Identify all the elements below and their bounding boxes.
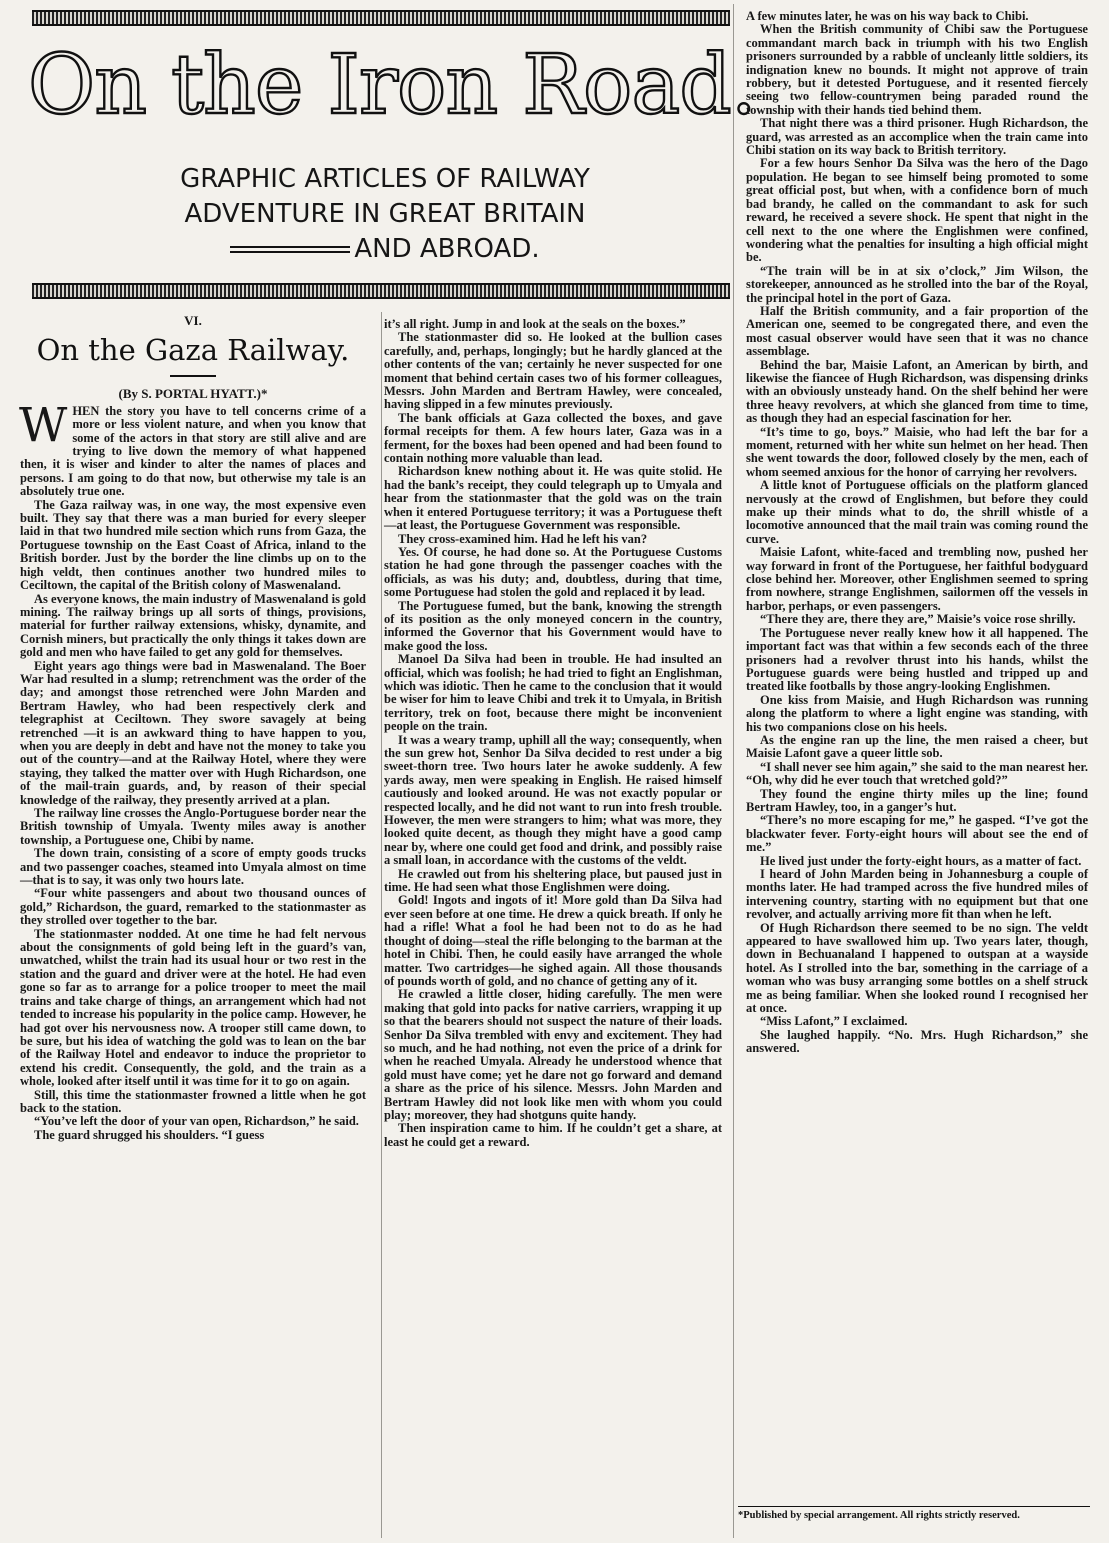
paragraph: “There they are, there they are,” Maisie’s voice rose shrilly. xyxy=(760,612,1076,627)
paragraph: Gold! Ingots and ingots of it! More gold than Da Silva had ever seen before at one time. He drew a quick breath. If only he had a rifle! What a fool he had been not to do as he had thought of doing—steal the rifle belonging to the barman at the hotel in Chibi. Then, he could easily have arranged the whole matter. Two cartridges—he sighed again. All those thousands of pounds worth of gold, and no chance of getting any of it. xyxy=(384,893,722,988)
section-number: VI. xyxy=(184,313,202,328)
paragraph: They found the engine thirty miles up the line; found Bertram Hawley, too, in a ganger’s hut. xyxy=(746,786,1088,814)
paragraph: A little knot of Portuguese officials on the platform glanced nervously at the crowd of Englishmen, but before they could make up their minds what to do, the shrill whistle of a locomotive announced that the mail train was coming round the curve. xyxy=(746,478,1088,546)
paragraph: He crawled a little closer, hiding carefully. The men were making that gold into packs for native carriers, wrapping it up so that the bearers should not suspect the nature of their loads. Senhor Da Silva trembled with envy and excitement. They had so much, and he had nothing, not even the price of a drink for when he reached Umyala. Already he understood whence that gold must have come; yet he dare not go forward and demand a share as the price of his silence. Messrs. John Marden and Bertram Hawley did not look like men with whom you could play; moreover, they had shotguns quite handy. xyxy=(384,987,722,1122)
paragraph: Richardson knew nothing about it. He was quite stolid. He had the bank’s receipt, they could telegraph up to Umyala and hear from the stationmaster that the gold was on the train when it entered Portuguese territory; it was a Portuguese theft—at least, the Portuguese Government was responsible. xyxy=(384,464,722,533)
paragraph: One kiss from Maisie, and Hugh Richardson was running along the platform to where a light engine was standing, with his two companions close on his heels. xyxy=(746,692,1088,734)
paragraph: The Gaza railway was, in one way, the most expensive even built. They say that there was a man buried for every sleeper laid in that two hundred mile section which runs from Gaza, the Portuguese township on the East Coast of Africa, inland to the British border. Just by the border the line climbs up on to the high veldt, then continues another two hundred miles to Ceciltown, the capital of the British colony of Maswenaland. xyxy=(20,497,366,593)
column-divider-1 xyxy=(381,312,382,1538)
paragraph: They cross-examined him. Had he left his van? xyxy=(398,531,648,546)
footnote: *Published by special arrangement. All rights strictly reserved. xyxy=(738,1506,1090,1522)
bottom-ornamental-rule xyxy=(32,283,730,299)
paragraph: “It’s time to go, boys.” Maisie, who had left the bar for a moment, returned with her white sun helmet on her head. Then she went towards the door, followed closely by the men, each of whom seemed anxious for the honor of carrying her revolvers. xyxy=(746,424,1088,479)
article-column-3 xyxy=(746,10,1088,1056)
paragraph: That night there was a third prisoner. Hugh Richardson, the guard, was arrested as an accomplice when the train came into Chibi station on its way back to British territory. xyxy=(746,116,1088,158)
paragraph: “The train will be in at six o’clock,” Jim Wilson, the storekeeper, announced as he strolled into the bar of the Royal, the principal hotel in the port of Gaza. xyxy=(746,263,1088,305)
column-divider-2 xyxy=(733,4,734,1538)
paragraph: WHEN the story you have to tell concerns crime of a more or less violent nature, and when you know that some of the actors in that story are still alive and are trying to live down the memory of what happened then, it is wiser and kinder to alter the names of places and persons. I am going to do that now, but otherwise my tale is an absolutely true one. xyxy=(19,397,366,499)
paragraph: “I shall never see him again,” she said to the man nearest her. “Oh, why did he ever touch that wretched gold?” xyxy=(746,759,1088,788)
story-title: On the Gaza Railway. xyxy=(36,333,350,368)
paragraph: He lived just under the forty-eight hours, as a matter of fact. xyxy=(760,853,1082,868)
paragraph: Yes. Of course, he had done so. At the Portuguese Customs station he had gone through the passenger coaches with the officials, as was his duty; and, doubtless, during that time, some Portuguese had stolen the gold and replaced it by lead. xyxy=(384,544,722,600)
paragraph: It was a weary tramp, uphill all the way; consequently, when the sun grew hot, Senhor Da Silva decided to rest under a big sweet-thorn tree. Two hours later he awoke suddenly. A few yards away, men were speaking in English. He raised himself cautiously and looked around. He was not exactly popular or respected locally, and he did not want to run into fresh trouble. However, the men were strangers to him; what was more, they looked quite decent, as though they might have a good camp near by, where one could get food and drink, and possibly raise a small loan, in accordance with the customs of the veldt. xyxy=(384,732,722,868)
paragraph: Behind the bar, Maisie Lafont, an American by birth, and likewise the fiancee of Hugh Richardson, was dispensing drinks with an obviously unsteady hand. On the shelf behind her were three heavy revolvers, at which she glanced from time to time, as though they had an especial fascination for her. xyxy=(746,357,1088,426)
paragraph: For a few hours Senhor Da Silva was the hero of the Dago population. He began to see himself being promoted to some great official post, but when, with a confidence born of much bad brandy, he called on the commandant to ask for such reward, he received a severe shock. He spent that night in the cell next to the one where the Englishmen were confined, wondering what the penalties for insulting a high official might be. xyxy=(746,156,1088,265)
paragraph: The Portuguese never really knew how it all happened. The important fact was that within a few seconds each of the three prisoners had a revolver thrust into his hands, whilst the Portuguese guards were being hustled and tripped up and treated like footballs by those angry-looking Englishmen. xyxy=(746,625,1088,694)
paragraph: I heard of John Marden being in Johannesburg a couple of months later. He had tramped across the five hundred miles of intervening country, starting with no equipment but that one revolver, and actually arriving more fit than when he left. xyxy=(746,867,1088,922)
paragraph: Eight years ago things were bad in Maswenaland. The Boer War had resulted in a slump; retrenchment was the order of the day; and amongst those retrenched were John Marden and Bertram Hawley, who had been respectively clerk and telegraphist at Ceciltown. They swore savagely at being retrenched —it is an awkward thing to have happen to you, when you are deeply in debt and have not the money to take you out of the country—and at the Railway Hotel, where they were staying, they talked the matter over with Hugh Richardson, one of the mail-train guards, and, by reason of their special knowledge of the railway, they presently arrived at a plan. xyxy=(20,658,366,807)
paragraph: As the engine ran up the line, the men raised a cheer, but Maisie Lafont gave a queer little sob. xyxy=(746,732,1088,761)
paragraph: The stationmaster did so. He looked at the bullion cases carefully, and, perhaps, longingly; but he hardly glanced at the other contents of the van; certainly he never suspected for one moment that behind certain cases two of his former colleagues, Messrs. John Marden and Bertram Hawley, were concealed, having slipped in a few minutes previously. xyxy=(384,330,722,412)
paragraph: When the British community of Chibi saw the Portuguese commandant march back in triumph with his two English prisoners surrounded by a rabble of uncleanly little soldiers, its indignation knew no bounds. It might not approve of train robbery, but it detested Portuguese, and it resented fiercely seeing two fellow-countrymen being paraded round the township with their hands tied behind them. xyxy=(746,22,1088,117)
subheadline xyxy=(60,162,710,267)
paragraph: Still, this time the stationmaster frowned a little when he got back to the station. xyxy=(20,1087,366,1115)
subhead-line-1: GRAPHIC ARTICLES OF RAILWAY xyxy=(180,164,590,194)
paragraph: She laughed happily. “No. Mrs. Hugh Richardson,” she answered. xyxy=(746,1027,1088,1056)
paragraph: “Miss Lafont,” I exclaimed. xyxy=(760,1014,908,1029)
paragraph: The guard shrugged his shoulders. “I guess xyxy=(34,1127,265,1142)
paragraph: As everyone knows, the main industry of Maswenaland is gold mining. The railway brings up all sorts of things, provisions, material for further railway extensions, whisky, dynamite, and Cornish miners, but practically the only things it takes down are gold and men who have failed to get any gold for themselves. xyxy=(20,591,366,660)
paragraph: Manoel Da Silva had been in trouble. He had insulted an official, which was foolish; he had tried to fight an Englishman, which was idiotic. Then he came to the conclusion that it would be wiser for him to leave Chibi and trek it to Umyala, in British territory, trek on foot, because there might be inconvenient people on the train. xyxy=(384,652,722,734)
top-ornamental-rule xyxy=(32,10,730,26)
paragraph: The bank officials at Gaza collected the boxes, and gave formal receipts for them. A few hours later, Gaza was in a ferment, for the boxes had been opened and had been found to contain nothing more valuable than lead. xyxy=(384,410,722,466)
paragraph: He crawled out from his sheltering place, but paused just in time. He had seen what those Englishmen were doing. xyxy=(384,866,722,895)
paragraph: Of Hugh Richardson there seemed to be no sign. The veldt appeared to have swallowed him up. Two years later, though, down in Bechuanaland I happened to outspan at a wayside hotel. As I strolled into the bar, something in the carriage of a woman who was busy arranging some bottles on a shelf struck me as being familiar. When she looked round I recognised her at once. xyxy=(746,920,1088,1016)
paragraph: The stationmaster nodded. At one time he had felt nervous about the consignments of gold being left in the guard’s van, unwatched, whilst the train had its usual hour or two rest in the station and the guard and driver were at the hotel. He had even gone so far as to arrange for a police trooper to meet the mail trains and take charge of things, an arrangement which had not tended to increase his popularity in the police camp. However, he had got over his nervousness now. A trooper still came down, to be sure, but his idea of watching the gold was to lean on the bar of the Railway Hotel and endeavor to induce the proprietor to extend his credit. Consequently, the gold, and the train as a whole, looked after itself until it was time for it to go on again. xyxy=(20,926,366,1089)
paragraph: The railway line crosses the Anglo-Portuguese border near the British township of Umyala. Twenty miles away is another township, a Portuguese one, Chibi by name. xyxy=(20,806,366,847)
paragraph: “You’ve left the door of your van open, Richardson,” he said. xyxy=(34,1114,359,1129)
paragraph: Maisie Lafont, white-faced and trembling now, pushed her way forward in front of the Portuguese, her faithful bodyguard close behind her. Moreover, other Englishmen seemed to spring from nowhere, strange Englishmen, sailormen off the vessels in harbor, perhaps, or even passengers. xyxy=(746,545,1088,613)
article-column-2 xyxy=(384,318,722,1149)
drop-cap: W xyxy=(19,397,68,453)
paragraph: it’s all right. Jump in and look at the seals on the boxes.” xyxy=(384,317,686,331)
paragraph: Half the British community, and a fair proportion of the American one, seemed to be congregated there, and even the most casual observer would have seen that it was no chance assemblage. xyxy=(746,303,1088,359)
title-rule xyxy=(170,375,216,377)
byline: (By S. PORTAL HYATT.)* xyxy=(118,386,268,402)
subhead-rule xyxy=(230,246,350,253)
subhead-line-3: AND ABROAD. xyxy=(60,232,710,267)
paragraph: The down train, consisting of a score of empty goods trucks and two passenger coaches, steamed into Umyala almost on time—that is to say, it was only two hours late. xyxy=(20,846,366,888)
paragraph: “Four white passengers and about two thousand ounces of gold,” Richardson, the guard, remarked to the stationmaster as they strolled over together to the bar. xyxy=(20,886,366,928)
article-column-1 xyxy=(20,310,366,1142)
paragraph: Then inspiration came to him. If he couldn’t get a share, at least he could get a reward. xyxy=(384,1121,722,1149)
paragraph: A few minutes later, he was on his way back to Chibi. xyxy=(746,9,1029,23)
paragraph: The Portuguese fumed, but the bank, knowing the strength of its position as the only moneyed concern in the country, informed the Governor that his Government would have to make good the loss. xyxy=(384,598,722,653)
subhead-line-2: ADVENTURE IN GREAT BRITAIN xyxy=(184,199,586,229)
paragraph: “There’s no more escaping for me,” he gasped. “I’ve got the blackwater fever. Forty-eight hours will about see the end of me.” xyxy=(746,813,1088,855)
page-headline: On the Iron Road. xyxy=(28,38,756,133)
